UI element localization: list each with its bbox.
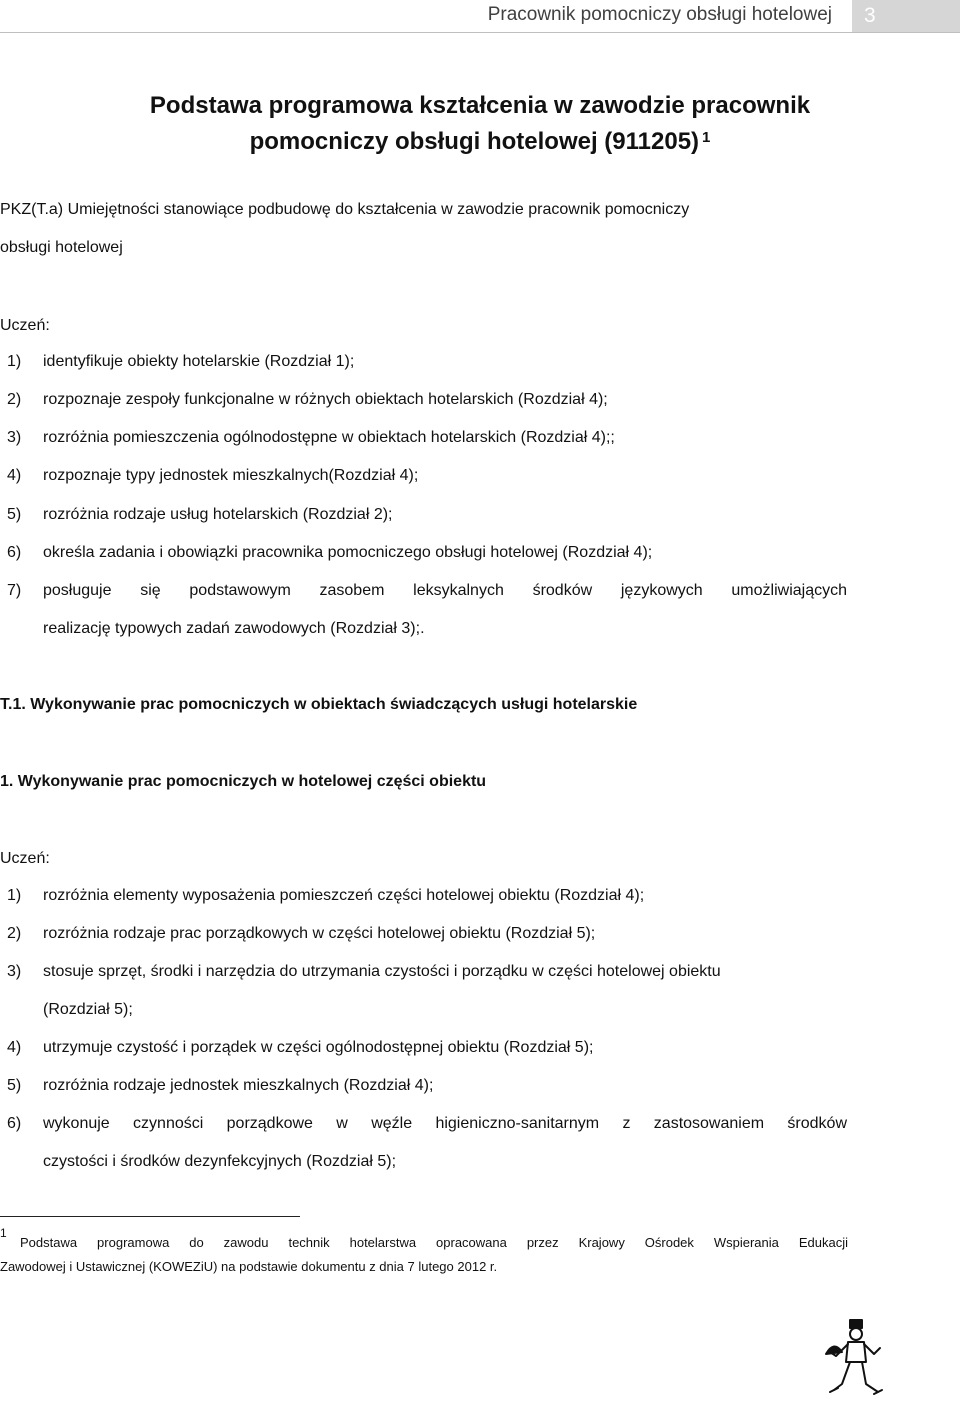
list-item-text: rozróżnia pomieszczenia ogólnodostępne w obiektach hotelarskich (Rozdział 4);; — [43, 429, 615, 446]
footnote-line1-wrap — [20, 1235, 848, 1251]
footnote-ref: 1 — [702, 129, 711, 146]
list-item-text: posługuje się podstawowym zasobem leksykalnych środków językowych umożliwiających — [43, 582, 847, 599]
list-item-number: 4) — [7, 467, 22, 484]
list-item-number: 2) — [7, 925, 22, 942]
list-item-number: 7) — [7, 582, 22, 599]
list-item-continuation: (Rozdział 5); — [43, 1001, 133, 1018]
list-item-text-wrap — [43, 1114, 847, 1134]
list-item-continuation: realizację typowych zadań zawodowych (Rozdział 3);. — [43, 620, 425, 637]
list-item-text: rozróżnia elementy wyposażenia pomieszczeń części hotelowej obiektu (Rozdział 4); — [43, 887, 645, 904]
list-item-number: 2) — [7, 391, 22, 408]
list-item-number: 6) — [7, 1115, 22, 1132]
list-item-number: 5) — [7, 506, 22, 523]
list-item-number: 1) — [7, 353, 22, 370]
list-item-number: 6) — [7, 544, 22, 561]
t1-heading: T.1. Wykonywanie prac pomocniczych w obiektach świadczących usługi hotelarskie — [0, 696, 638, 713]
list-item-text: rozpoznaje zespoły funkcjonalne w różnych obiektach hotelarskich (Rozdział 4); — [43, 391, 608, 408]
list-item-text: rozpoznaje typy jednostek mieszkalnych(Rozdział 4); — [43, 467, 419, 484]
document-title-line2 — [0, 124, 960, 160]
document-title-line1: Podstawa programowa kształcenia w zawodzie pracownik — [149, 92, 811, 119]
list-item-text: wykonuje czynności porządkowe w węźle higieniczno-sanitarnym z zastosowaniem środków — [43, 1115, 847, 1132]
bellhop-figure-icon — [820, 1318, 892, 1402]
list-item-text: rozróżnia rodzaje prac porządkowych w części hotelowej obiektu (Rozdział 5); — [43, 925, 596, 942]
header-title: Pracownik pomocniczy obsługi hotelowej — [487, 4, 832, 25]
pkz-heading-line2: obsługi hotelowej — [0, 239, 123, 256]
section1-heading: Uczeń: — [0, 317, 50, 334]
list-item-number: 3) — [7, 429, 22, 446]
document-title-line2-text: pomocniczy obsługi hotelowej (911205) — [249, 128, 700, 155]
list-item-text: identyfikuje obiekty hotelarskie (Rozdział 1); — [43, 353, 355, 370]
footnote-line1: Podstawa programowa do zawodu technik hotelarstwa opracowana przez Krajowy Ośrodek Wspierania Edukacji — [20, 1235, 848, 1250]
list-item-number: 3) — [7, 963, 22, 980]
section2-heading: Uczeń: — [0, 850, 50, 867]
page-header — [0, 0, 960, 34]
list-item-text: rozróżnia rodzaje usług hotelarskich (Rozdział 2); — [43, 506, 393, 523]
subsection1-heading: 1. Wykonywanie prac pomocniczych w hotelowej części obiektu — [0, 773, 487, 790]
list-item-text: rozróżnia rodzaje jednostek mieszkalnych (Rozdział 4); — [43, 1077, 434, 1094]
page-number: 3 — [852, 0, 960, 32]
list-item-number: 4) — [7, 1039, 22, 1056]
list-item-number: 5) — [7, 1077, 22, 1094]
header-rule — [0, 32, 960, 33]
list-item-text: stosuje sprzęt, środki i narzędzia do utrzymania czystości i porządku w części hotelowej obiektu — [43, 963, 721, 980]
document-title — [0, 88, 960, 160]
footnote-mark: 1 — [0, 1226, 7, 1240]
list-item-number: 1) — [7, 887, 22, 904]
list-item-text: utrzymuje czystość i porządek w części ogólnodostępnej obiektu (Rozdział 5); — [43, 1039, 594, 1056]
pkz-heading-line1: PKZ(T.a) Umiejętności stanowiące podbudowę do kształcenia w zawodzie pracownik pomocniczy — [0, 201, 690, 218]
list-item-text: określa zadania i obowiązki pracownika pomocniczego obsługi hotelowej (Rozdział 4); — [43, 544, 653, 561]
list-item-continuation: czystości i środków dezynfekcyjnych (Rozdział 5); — [43, 1153, 397, 1170]
footnote-separator — [0, 1216, 300, 1217]
footnote-line2: Zawodowej i Ustawicznej (KOWEZiU) na podstawie dokumentu z dnia 7 lutego 2012 r. — [0, 1259, 498, 1274]
list-item-text-wrap — [43, 581, 847, 601]
